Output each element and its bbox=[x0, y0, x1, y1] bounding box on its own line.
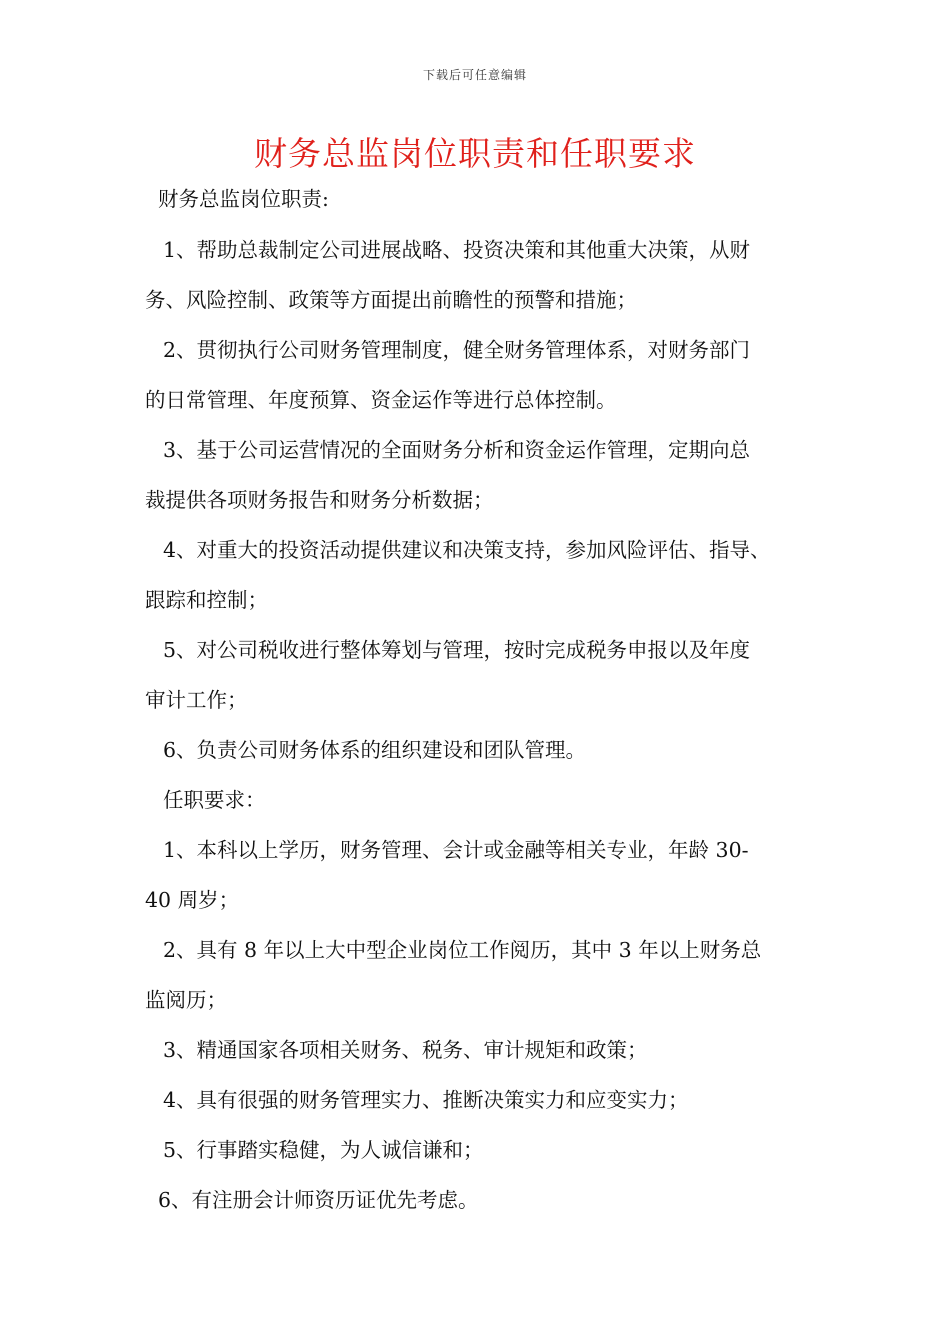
requirements-heading: 任职要求： bbox=[163, 788, 266, 812]
duty-item-4-line1: 4、对重大的投资活动提供建议和决策支持，参加风险评估、指导、 bbox=[163, 538, 771, 562]
requirement-item-5-line1: 5、行事踏实稳健，为人诚信谦和； bbox=[163, 1138, 484, 1162]
duty-item-5-line2: 审计工作； bbox=[145, 688, 248, 712]
duty-item-2-line1: 2、贯彻执行公司财务管理制度，健全财务管理体系，对财务部门 bbox=[163, 338, 751, 362]
duty-item-3-line2: 裁提供各项财务报告和财务分析数据； bbox=[145, 488, 494, 512]
requirement-item-4-line1: 4、具有很强的财务管理实力、推断决策实力和应变实力； bbox=[163, 1088, 689, 1112]
requirement-item-1-line2: 40 周岁； bbox=[145, 888, 240, 912]
requirement-item-2-line1: 2、具有 8 年以上大中型企业岗位工作阅历，其中 3 年以上财务总 bbox=[163, 938, 762, 962]
requirement-item-3-line1: 3、精通国家各项相关财务、税务、审计规矩和政策； bbox=[163, 1038, 648, 1062]
requirement-item-2-line2: 监阅历； bbox=[145, 988, 227, 1012]
requirement-item-6-line1: 6、有注册会计师资历证优先考虑。 bbox=[158, 1188, 479, 1212]
header-note: 下载后可任意编辑 bbox=[422, 68, 527, 82]
duty-item-5-line1: 5、对公司税收进行整体筹划与管理，按时完成税务申报以及年度 bbox=[163, 638, 751, 662]
document-title: 财务总监岗位职责和任职要求 bbox=[254, 134, 696, 173]
duty-item-1-line2: 务、风险控制、政策等方面提出前瞻性的预警和措施； bbox=[145, 288, 637, 312]
requirement-item-1-line1: 1、本科以上学历，财务管理、会计或金融等相关专业，年龄 30- bbox=[163, 838, 749, 862]
duties-heading: 财务总监岗位职责: bbox=[158, 187, 329, 211]
duty-item-6-line1: 6、负责公司财务体系的组织建设和团队管理。 bbox=[163, 738, 587, 762]
duty-item-1-line1: 1、帮助总裁制定公司进展战略、投资决策和其他重大决策，从财 bbox=[163, 238, 751, 262]
duty-item-3-line1: 3、基于公司运营情况的全面财务分析和资金运作管理，定期向总 bbox=[163, 438, 751, 462]
duty-item-2-line2: 的日常管理、年度预算、资金运作等进行总体控制。 bbox=[145, 388, 617, 412]
duty-item-4-line2: 跟踪和控制； bbox=[145, 588, 268, 612]
